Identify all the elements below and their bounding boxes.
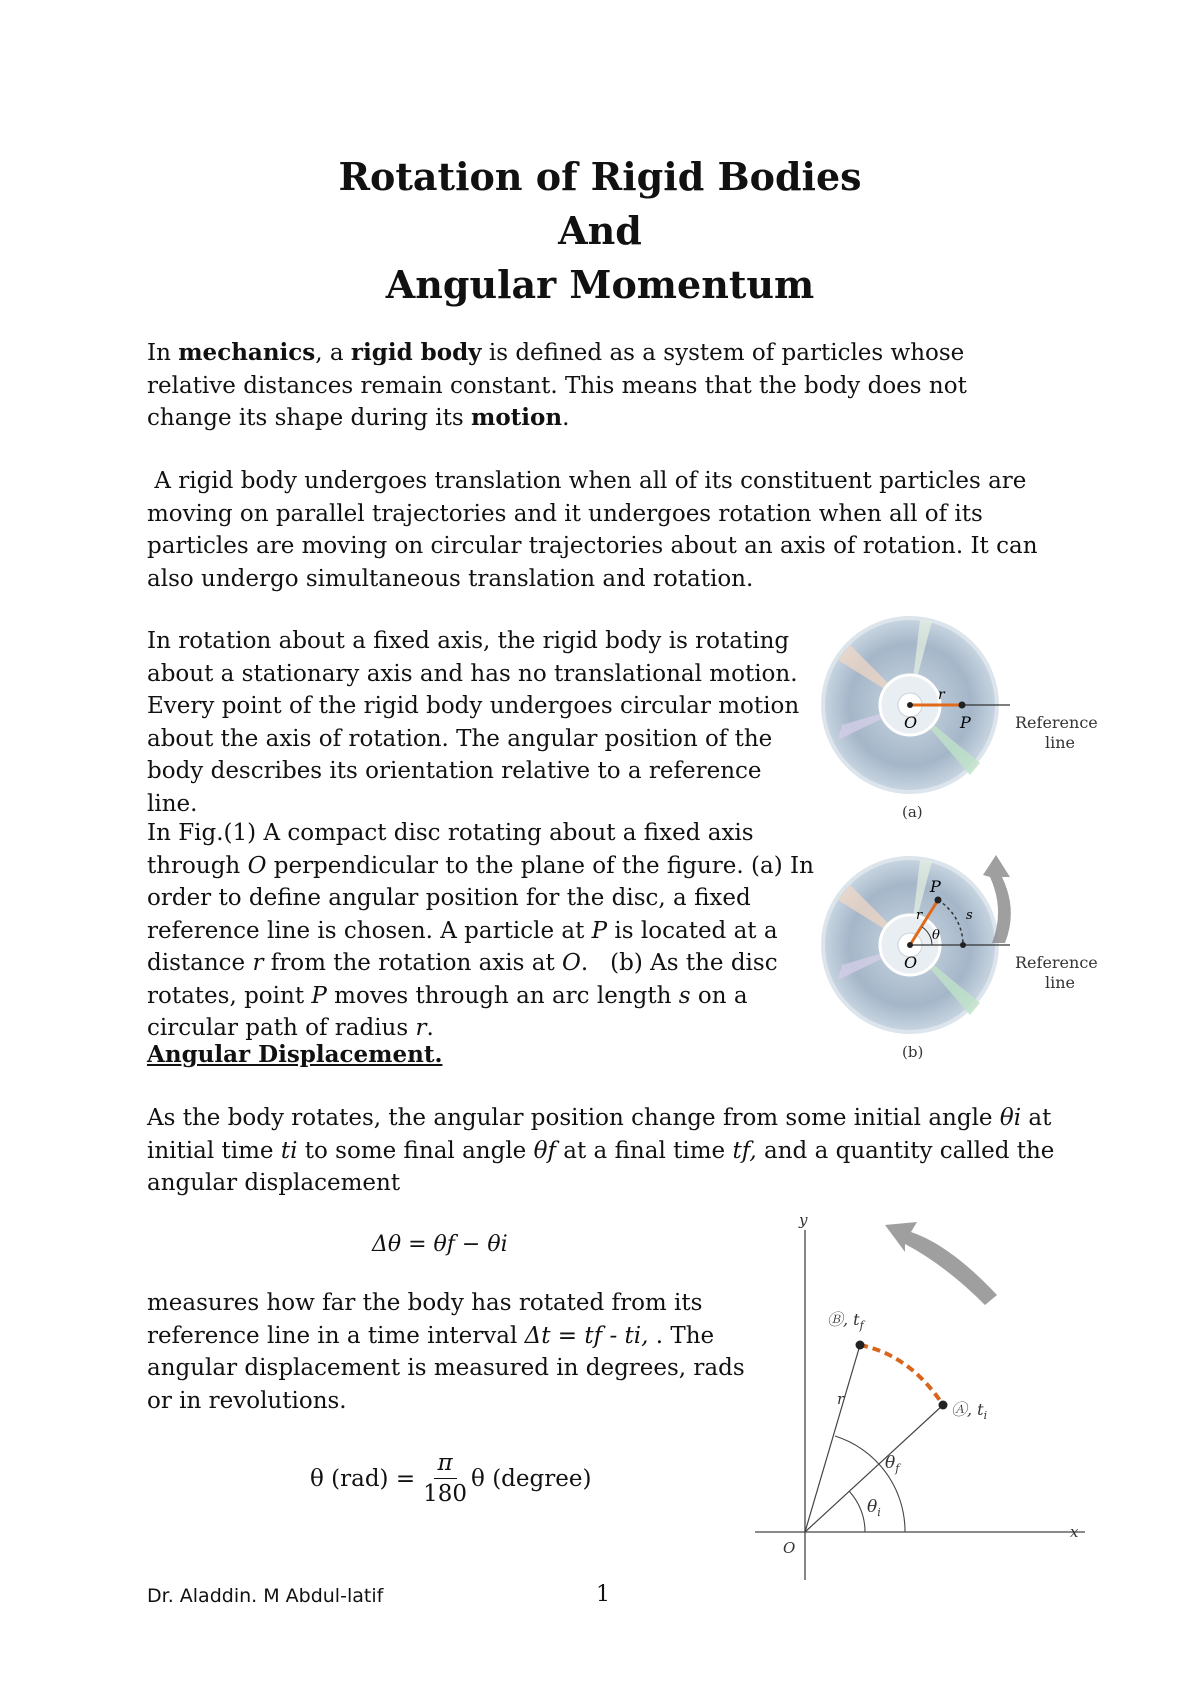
symbol: O [562,950,581,976]
figure-disc-b [820,855,1110,1065]
fraction-numerator: π [434,1448,457,1479]
symbol: O [247,852,267,879]
label-o: O [904,713,918,732]
symbol: Δt = tf - ti, [524,1322,649,1349]
text: is located at a distance [147,917,778,976]
text: . (b) As the disc rotates, point [147,950,785,1009]
symbol: r [415,1015,427,1041]
text: , a [315,340,351,366]
symbol: s [678,982,691,1009]
equation-lhs: θ (rad) = [310,1465,416,1492]
label-origin: O [783,1539,796,1557]
label-p: P [930,877,941,896]
symbol: θf [533,1137,556,1164]
label-y: y [799,1211,808,1229]
title-line-2: And [558,208,642,253]
label-x: x [1070,1523,1079,1541]
rotation-arrow-icon [885,1222,997,1305]
text: on a circular path of radius [147,982,748,1041]
text: to some final angle [297,1137,534,1164]
text: measures how far the body has rotated from its reference line in a time interval [147,1290,703,1349]
text: is defined as a system of particles whose relative distances remain constant. This means that the body does not change its shape during its [147,340,967,431]
label-line: line [1045,973,1076,992]
document-title [0,150,1200,312]
bold-term-motion: motion [471,404,563,431]
equation-rhs: θ (degree) [471,1465,592,1492]
label-s: s [966,908,973,923]
caption-a: (a) [902,803,923,821]
label-theta: θ [932,928,940,943]
text: . [562,405,570,431]
text: at initial time [147,1105,1052,1164]
paragraph-displacement-units [147,1287,747,1417]
paragraph-rigid-body-definition [147,337,1057,435]
text: moves through an arc length [326,982,679,1009]
bold-term-mechanics: mechanics [178,339,316,366]
symbol: ti [280,1137,298,1164]
angle-arc-i [849,1491,865,1532]
text: As the body rotates, the angular position change from some initial angle [147,1105,1000,1131]
symbol: r [252,950,264,976]
point-p [959,702,966,709]
text: and a quantity called the angular displacement [147,1137,1055,1196]
label-theta-i: $\theta_i$ [867,1497,881,1519]
radius-line-f [805,1345,860,1532]
footer-author: Dr. Aladdin. M Abdul-latif [147,1585,384,1607]
paragraph-translation-rotation: A rigid body undergoes translation when all of its constituent particles are moving on parallel trajectories and it undergoes rotation when all of its particles are moving on circular trajectories about an axis of rotation. It can also undergo simultaneous translation and rotation. [147,468,1045,592]
text: . [426,1015,434,1041]
symbol: P [591,917,608,944]
label-r: r [938,687,945,703]
point-a [939,1401,948,1410]
figure-disc-a [820,615,1110,825]
page-number: 1 [596,1582,610,1607]
paragraph-fixed-axis: In rotation about a fixed axis, the rigid body is rotating about a stationary axis and has no translational motion. Every point of the rigid body undergoes circular motion about the axis of rotation. The angular position of the body describes its orientation relative to a reference line. [147,628,800,817]
label-o: O [904,953,918,972]
symbol: θi [999,1105,1022,1131]
point-b [856,1341,865,1350]
text: . The angular displacement is measured in degrees, rads or in revolutions. [147,1322,745,1414]
label-a: Ⓐ, $t_i$ [951,1400,988,1422]
symbol: P [311,982,327,1009]
title-line-3: Angular Momentum [385,262,815,307]
arc-path [860,1345,943,1405]
label-r: r [837,1390,845,1408]
bold-term-rigid-body: rigid body [350,339,482,366]
paragraph-angular-position-change [147,1102,1057,1200]
caption-b: (b) [902,1043,924,1061]
point-p [935,897,942,904]
text: at a final time [555,1137,733,1164]
fraction-denominator: 180 [423,1481,468,1507]
equation-rad-degree-conversion [310,1448,591,1509]
text: In [147,340,179,366]
label-r: r [916,908,923,923]
label-theta-f: $\theta_f$ [885,1453,900,1475]
text: In Fig.(1) A compact disc rotating about a fixed axis through [147,820,754,879]
text: perpendicular to the plane of the figure. (a) In order to define angular position for the disc, a fixed reference line is chosen. A particle at [147,852,814,944]
label-b: Ⓑ, $t_f$ [827,1310,864,1332]
fraction [423,1448,467,1509]
label-reference: Reference [1015,713,1098,732]
label-line: line [1045,733,1076,752]
text: from the rotation axis at [263,950,563,976]
paragraph-figure-description [147,817,817,1045]
title-line-1: Rotation of Rigid Bodies [338,154,862,199]
symbol: tf, [732,1137,757,1164]
label-p: P [960,713,971,732]
equation-angular-displacement: Δθ = θf − θi [372,1232,508,1257]
section-heading-angular-displacement: Angular Displacement. [147,1041,443,1068]
label-reference: Reference [1015,953,1098,972]
figure-angular-displacement [745,1210,1100,1585]
